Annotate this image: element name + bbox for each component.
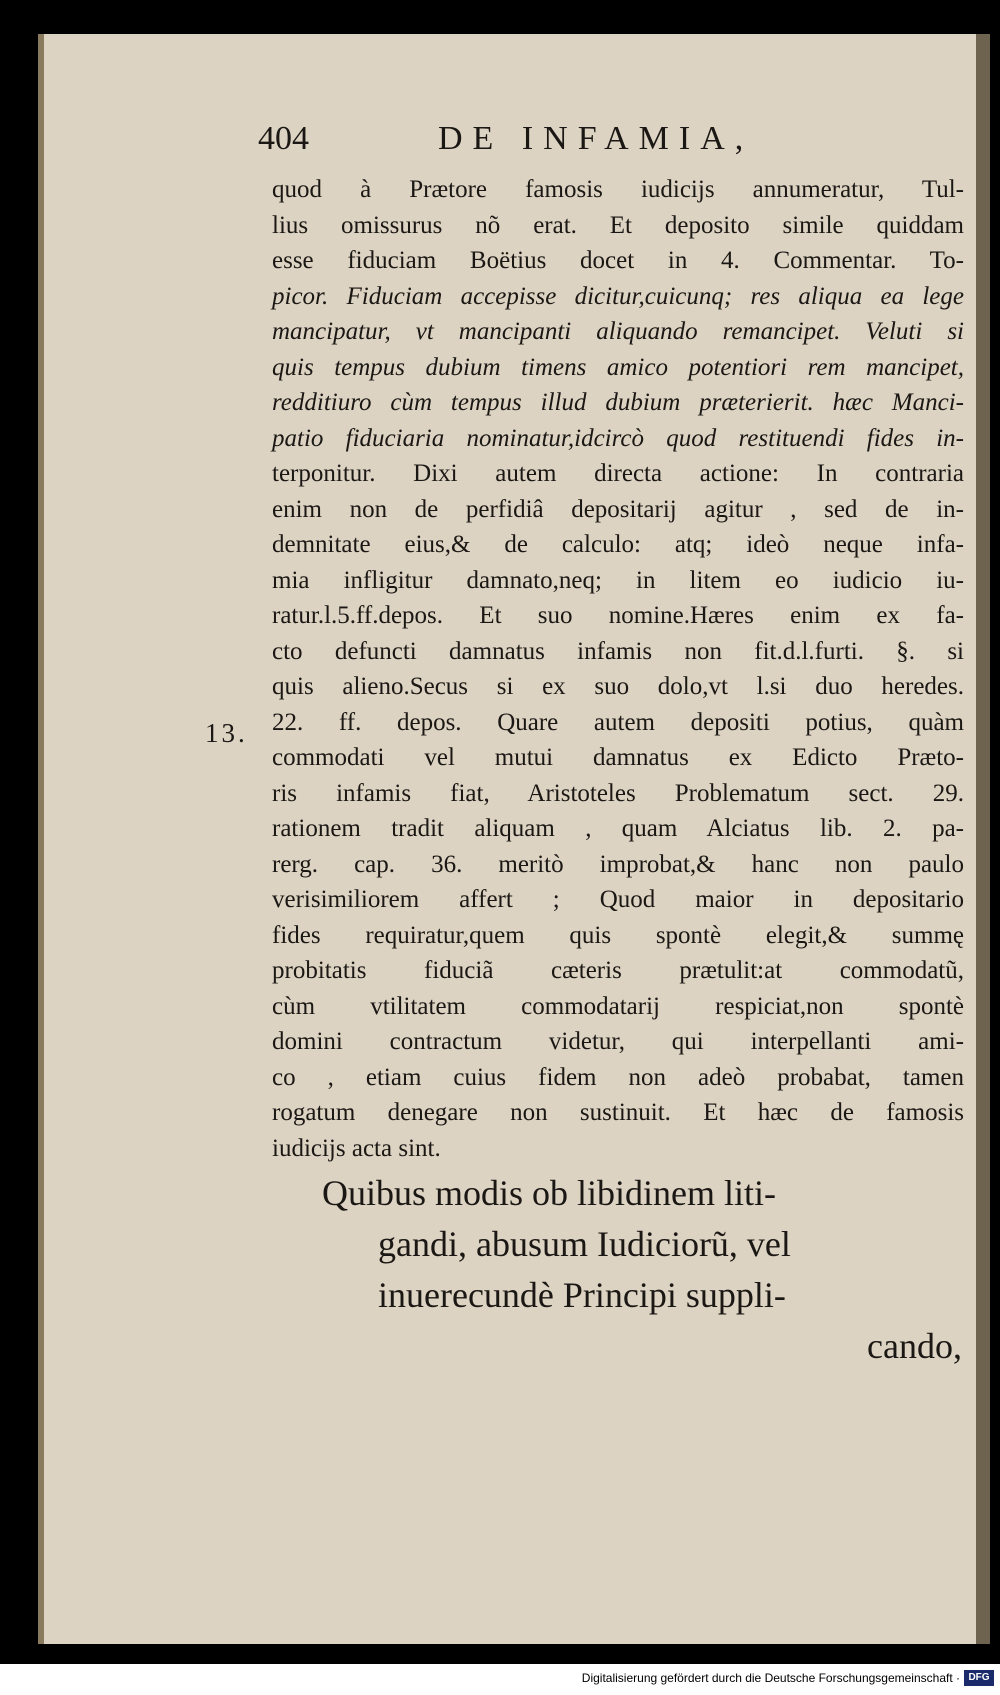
text-line: esse fiduciam Boëtius docet in 4. Commentar. To- bbox=[272, 247, 964, 274]
text-line: terponitur. Dixi autem directa actione: In contraria bbox=[272, 460, 964, 487]
text-line: rerg. cap. 36. meritò improbat,& hanc non paulo bbox=[272, 850, 964, 878]
dfg-logo-icon: DFG bbox=[964, 1670, 994, 1686]
text-line: quis alieno.Secus si ex suo dolo,vt l.si duo heredes. bbox=[272, 673, 964, 700]
text-line: co , etiam cuius fidem non adeò probabat, tamen bbox=[272, 1063, 964, 1091]
page-number: 404 bbox=[258, 120, 309, 157]
funding-credit: Digitalisierung gefördert durch die Deutsche Forschungsgemeinschaft · bbox=[581, 1671, 960, 1685]
margin-number: 13. bbox=[205, 718, 248, 748]
text-line: domini contractum videtur, qui interpellanti ami- bbox=[272, 1028, 964, 1055]
heading-line: cando, bbox=[867, 1326, 962, 1366]
text-line: redditiuro cùm tempus illud dubium præterierit. hæc Manci- bbox=[272, 389, 964, 416]
text-line: mia infligitur damnato,neq; in litem eo iudicio iu- bbox=[272, 566, 964, 594]
text-line: ratur.l.5.ff.depos. Et suo nomine.Hæres enim ex fa- bbox=[272, 602, 964, 629]
text-line: rationem tradit aliquam , quam Alciatus lib. 2. pa- bbox=[272, 815, 964, 842]
text-line: mancipatur, vt mancipanti aliquando remancipet. Veluti si bbox=[272, 318, 964, 345]
text-line: iudicijs acta sint. bbox=[272, 1134, 441, 1162]
text-line: cto defuncti damnatus infamis non fit.d.l.furti. §. si bbox=[272, 637, 964, 665]
body-text bbox=[272, 172, 964, 1166]
running-head: DE INFAMIA, bbox=[438, 120, 754, 157]
text-line: rogatum denegare non sustinuit. Et hæc de famosis bbox=[272, 1099, 964, 1126]
heading-line: gandi, abusum Iudiciorũ, vel bbox=[378, 1224, 791, 1264]
text-line: patio fiduciaria nominatur,idcircò quod restituendi fides in- bbox=[272, 424, 964, 452]
text-line: enim non de perfidiâ depositarij agitur , sed de in- bbox=[272, 495, 964, 523]
text-line: commodati vel mutui damnatus ex Edicto Præto- bbox=[272, 744, 964, 771]
text-line: cùm vtilitatem commodatarij respiciat,non spontè bbox=[272, 992, 964, 1020]
text-line: verisimiliorem affert ; Quod maior in depositario bbox=[272, 886, 964, 913]
heading-line: inuerecundè Principi suppli- bbox=[378, 1275, 786, 1315]
text-line: quod à Prætore famosis iudicijs annumeratur, Tul- bbox=[272, 176, 964, 203]
digitization-footer bbox=[0, 1664, 1000, 1695]
text-line: ris infamis fiat, Aristoteles Problematum sect. 29. bbox=[272, 779, 964, 807]
text-line: probitatis fiduciã cæteris prætulit:at commodatũ, bbox=[272, 957, 964, 984]
text-line: demnitate eius,& de calculo: atq; ideò neque infa- bbox=[272, 531, 964, 558]
text-line: fides requiratur,quem quis spontè elegit,& summę bbox=[272, 921, 964, 949]
page-header bbox=[258, 120, 958, 176]
text-line: 22. ff. depos. Quare autem depositi potius, quàm bbox=[272, 708, 964, 736]
heading-line: Quibus modis ob libidinem liti- bbox=[322, 1173, 777, 1213]
section-heading bbox=[322, 1168, 962, 1372]
text-line: lius omissurus nõ erat. Et deposito simile quiddam bbox=[272, 211, 964, 239]
text-line: picor. Fiduciam accepisse dicitur,cuicunq; res aliqua ea lege bbox=[272, 282, 964, 310]
text-line: quis tempus dubium timens amico potentiori rem mancipet, bbox=[272, 353, 964, 381]
